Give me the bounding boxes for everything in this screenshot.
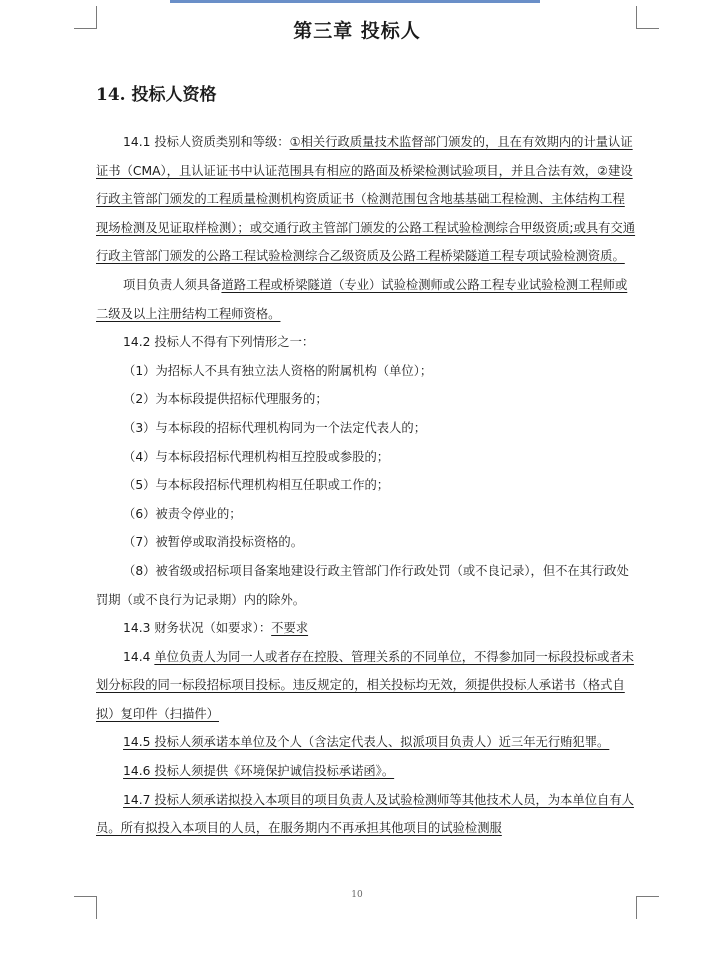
paragraph-same-owner-prefix: 14.4 <box>123 649 155 664</box>
paragraph-project-lead <box>96 271 636 328</box>
paragraph-no-bribery-text: 14.5 投标人须承诺本单位及个人（含法定代表人、拟派项目负责人）近三年无行贿犯罪。 <box>123 735 610 750</box>
list-item: （8）被省级或招标项目备案地建设行政主管部门作行政处罚（或不良记录），但不在其行政处罚期（或不良行为记录期）内的除外。 <box>96 563 629 607</box>
paragraph-financial-underlined: 不要求 <box>271 621 309 636</box>
page-number: 10 <box>351 890 363 900</box>
paragraph-exclusions-intro: 14.2 投标人不得有下列情形之一： <box>123 335 315 350</box>
paragraph-staff-text: 14.7 投标人须承诺拟投入本项目的项目负责人及试验检测师等其他技术人员，为本单位自有人员。所有拟投入本项目的人员，在服务期内不再承担其他项目的试验检测服 <box>96 792 634 836</box>
top-accent-bar <box>170 0 540 3</box>
list-item: （5）与本标段招标代理机构相互任职或工作的； <box>123 478 390 493</box>
list-item: （7）被暂停或取消投标资格的。 <box>123 535 304 550</box>
list-item: （4）与本标段招标代理机构相互控股或参股的； <box>123 449 390 464</box>
list-item: （6）被责令停业的； <box>123 506 242 521</box>
list-item: （3）与本标段的招标代理机构同为一个法定代表人的； <box>123 420 426 435</box>
paragraph-same-owner-underlined: 单位负责人为同一人或者存在控股、管理关系的不同单位，不得参加同一标段投标或者未划分标段的同一标段招标项目投标。违反规定的，相关投标均无效，须提供投标人承诺书（格式自拟）复印件（扫描件） <box>96 649 634 721</box>
paragraph-qualification <box>96 128 636 271</box>
paragraph-qualification-prefix: 14.1 投标人资质类别和等级： <box>123 135 290 149</box>
paragraph-financial <box>96 614 636 643</box>
paragraph-project-lead-underlined: 道路工程或桥梁隧道（专业）试验检测师或公路工程专业试验检测工程师或二级及以上注册结构工程师资格。 <box>96 277 628 321</box>
list-item: （1）为招标人不具有独立法人资格的附属机构（单位）； <box>123 363 433 378</box>
paragraph-financial-prefix: 14.3 财务状况（如要求）： <box>123 621 272 636</box>
paragraph-environment <box>96 757 636 786</box>
document-body <box>96 128 636 843</box>
paragraph-qualification-underlined: ①相关行政质量技术监督部门颁发的，且在有效期内的计量认证证书（CMA），且认证证书中认证范围具有相应的路面及桥梁检测试验项目，并且合法有效，②建设行政主管部门颁发的工程质量检测机构资质证书（检测范围包含地基基础工程检测、主体结构工程现场检测及见证取样检测）；或交通行政主管部门颁发的公路工程试验检测综合甲级资质;或具有交通行政主管部门颁发的公路工程试验检测综合乙级资质及公路工程桥梁隧道工程专项试验检测资质。 <box>96 135 636 264</box>
paragraph-no-bribery <box>96 728 636 757</box>
chapter-title: 第三章 投标人 <box>293 20 421 42</box>
paragraph-environment-text: 14.6 投标人须提供《环境保护诚信投标承诺函》。 <box>123 764 395 779</box>
paragraph-same-owner <box>96 643 636 729</box>
list-item: （2）为本标段提供招标代理服务的； <box>123 392 328 407</box>
section-heading: 14. 投标人资格 <box>96 85 217 105</box>
paragraph-staff <box>96 786 636 843</box>
paragraph-project-lead-prefix: 项目负责人须具备 <box>123 277 222 292</box>
